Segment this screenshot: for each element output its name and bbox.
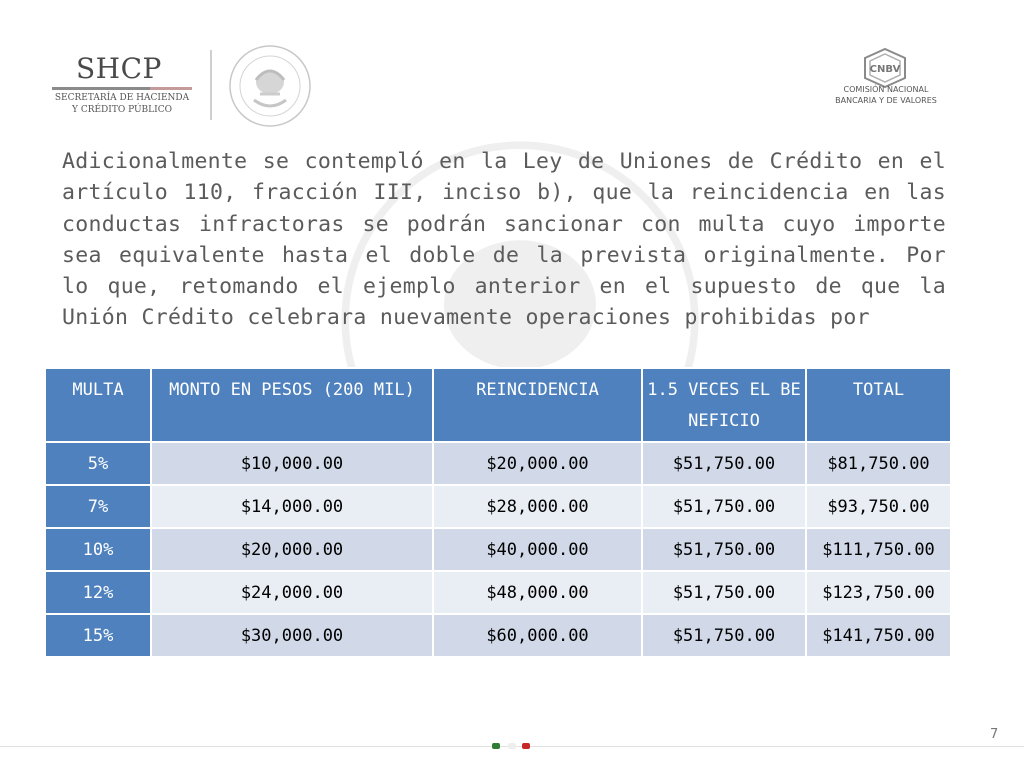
cell-total: $93,750.00 xyxy=(806,485,951,528)
table-row xyxy=(45,442,951,485)
table-row xyxy=(45,571,951,614)
cell-total: $81,750.00 xyxy=(806,442,951,485)
cell-multa: 12% xyxy=(45,571,151,614)
mexico-seal-icon xyxy=(226,42,314,130)
slide-header xyxy=(0,0,1024,140)
cnbv-acronym: CNBV xyxy=(869,64,901,75)
cell-beneficio: $51,750.00 xyxy=(642,614,806,657)
cell-monto: $14,000.00 xyxy=(151,485,433,528)
cell-reincidencia: $28,000.00 xyxy=(433,485,642,528)
table-row xyxy=(45,485,951,528)
shcp-rule xyxy=(52,87,192,90)
cnbv-emblem-icon xyxy=(862,48,908,88)
cell-beneficio: $51,750.00 xyxy=(642,528,806,571)
table-row xyxy=(45,528,951,571)
shcp-subtitle-line2: Y CRÉDITO PÚBLICO xyxy=(72,105,172,115)
header-monto: MONTO EN PESOS (200 MIL) xyxy=(151,368,433,442)
cnbv-subtitle-line1: COMISIÓN NACIONAL xyxy=(843,85,929,94)
cell-monto: $30,000.00 xyxy=(151,614,433,657)
shcp-subtitle xyxy=(52,92,192,116)
fines-table xyxy=(44,367,952,658)
cell-multa: 5% xyxy=(45,442,151,485)
body-paragraph: Adicionalmente se contempló en la Ley de Uniones de Crédito en el artículo 110, fracción III, inciso b), que la reincidencia en las conductas infractoras se podrán sancionar con multa cuyo importe sea equivalente hasta el doble de la prevista originalmente. Por lo que, retomando el ejemplo anterior en el supuesto de que la Unión Crédito celebrara nuevamente operaciones prohibidas por xyxy=(62,149,946,331)
cell-reincidencia: $20,000.00 xyxy=(433,442,642,485)
cell-monto: $20,000.00 xyxy=(151,528,433,571)
cnbv-logo xyxy=(826,48,946,112)
cell-beneficio: $51,750.00 xyxy=(642,442,806,485)
cnbv-subtitle xyxy=(826,84,946,106)
shcp-subtitle-line1: SECRETARÍA DE HACIENDA xyxy=(54,93,190,103)
flag-colors-icon xyxy=(490,743,534,751)
shcp-acronym: SHCP xyxy=(76,52,162,85)
header-reincidencia: REINCIDENCIA xyxy=(433,368,642,442)
cell-multa: 7% xyxy=(45,485,151,528)
header-beneficio: 1.5 VECES EL BENEFICIO xyxy=(642,368,806,442)
cell-reincidencia: $48,000.00 xyxy=(433,571,642,614)
header-total: TOTAL xyxy=(806,368,951,442)
logo-divider xyxy=(210,50,212,120)
header-multa: MULTA xyxy=(45,368,151,442)
page-number: 7 xyxy=(990,727,999,742)
table-header-row xyxy=(45,368,951,442)
cell-total: $123,750.00 xyxy=(806,571,951,614)
shcp-logo xyxy=(52,52,192,118)
cell-multa: 15% xyxy=(45,614,151,657)
cell-monto: $24,000.00 xyxy=(151,571,433,614)
cell-monto: $10,000.00 xyxy=(151,442,433,485)
cell-beneficio: $51,750.00 xyxy=(642,485,806,528)
cnbv-subtitle-line2: BANCARIA Y DE VALORES xyxy=(835,96,937,105)
cell-total: $141,750.00 xyxy=(806,614,951,657)
cell-beneficio: $51,750.00 xyxy=(642,571,806,614)
cell-total: $111,750.00 xyxy=(806,528,951,571)
cell-reincidencia: $40,000.00 xyxy=(433,528,642,571)
cell-reincidencia: $60,000.00 xyxy=(433,614,642,657)
cell-multa: 10% xyxy=(45,528,151,571)
table-row xyxy=(45,614,951,657)
